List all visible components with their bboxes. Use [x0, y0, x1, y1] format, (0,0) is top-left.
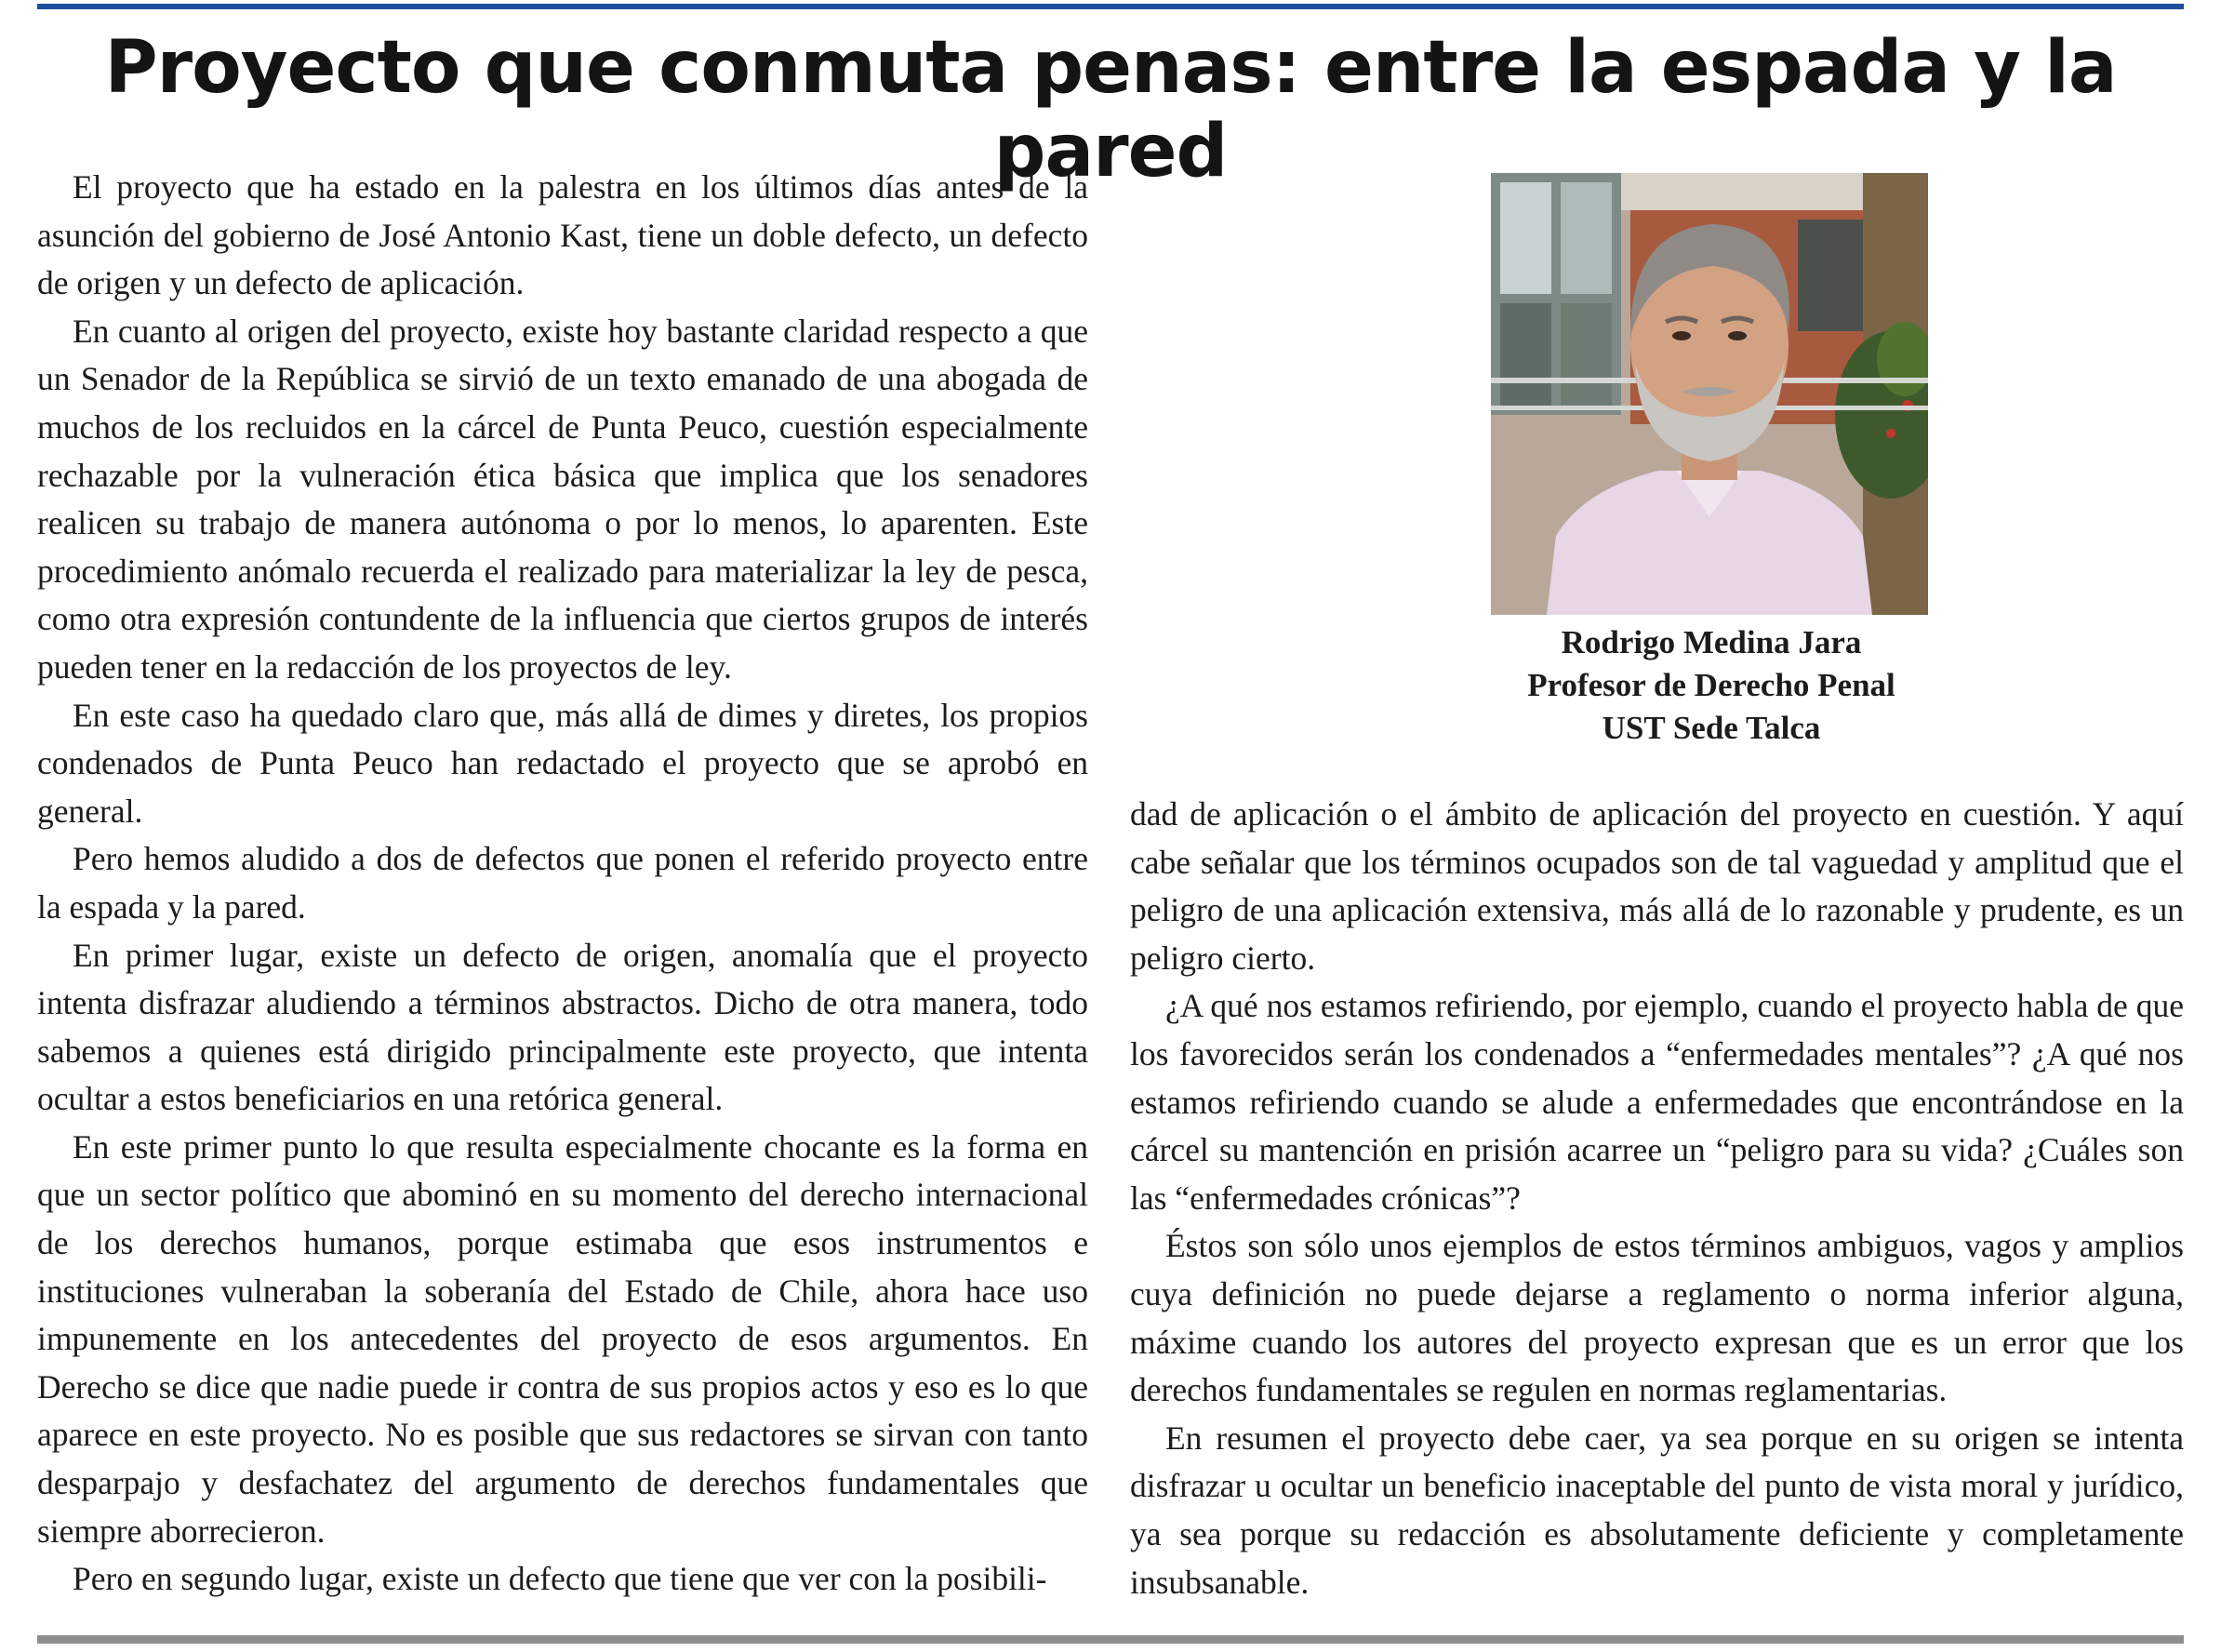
left-column	[37, 164, 1088, 1604]
author-name: Rodrigo Medina Jara	[1561, 624, 1862, 660]
body-paragraph: En primer lugar, existe un defecto de origen, anomalía que el proyecto intenta disfrazar aludiendo a términos abstractos. Dicho de otra manera, todo sabemos a quienes está dirigido principalmente este proyecto, que intenta ocultar a estos beneficiarios en una retórica general.	[37, 936, 1088, 1118]
body-paragraph: En resumen el proyecto debe caer, ya sea porque en su origen se intenta disfrazar u ocultar un beneficio inaceptable del punto de vista moral y jurídico, ya sea porque su redacción es absolutamente deficiente y completamente insubsanable.	[1130, 1419, 2184, 1601]
body-paragraph: En este primer punto lo que resulta especialmente chocante es la forma en que un sector político que abominó en su momento del derecho internacional de los derechos humanos, porque estimaba que esos instrumentos e instituciones vulneraban la soberanía del Estado de Chile, ahora hace uso impunemente en los antecedentes del proyecto de esos argumentos. En Derecho se dice que nadie puede ir contra de sus propios actos y eso es lo que aparece en este proyecto. No es posible que sus redactores se sirvan con tanto desparpajo y desfachatez del argumento de derechos fundamentales que siempre aborrecieron.	[37, 1127, 1088, 1550]
bottom-rule	[37, 1635, 2184, 1644]
body-paragraph: En cuanto al origen del proyecto, existe hoy bastante claridad respecto a que un Senador de la República se sirvió de un texto emanado de una abogada de muchos de los recluidos en la cárcel de Punta Peuco, cuestión especialmente rechazable por la vulneración ética básica que implica que los senadores realicen su trabajo de manera autónoma o por lo menos, lo aparenten. Este procedimiento anómalo recuerda el realizado para materializar la ley de pesca, como otra expresión contundente de la influencia que ciertos grupos de interés pueden tener en la redacción de los proyectos de ley.	[37, 312, 1088, 686]
body-paragraph: Pero en segundo lugar, existe un defecto que tiene que ver con la posibili-	[73, 1560, 1047, 1598]
headline: Proyecto que conmuta penas: entre la espada y la pared	[104, 26, 2117, 193]
body-paragraph: El proyecto que ha estado en la palestra en los últimos días antes de la asunción del gobierno de José Antonio Kast, tiene un doble defecto, un defecto de origen y un defecto de aplicación.	[37, 168, 1088, 302]
body-paragraph: ¿A qué nos estamos refiriendo, por ejemplo, cuando el proyecto habla de que los favorecidos serán los condenados a “enfermedades mentales”? ¿A qué nos estamos refiriendo cuando se alude a enfermedades que encontrándose en la cárcel su mantención en prisión acarree un “peligro para su vida? ¿Cuáles son las “enfermedades crónicas”?	[1130, 987, 2184, 1217]
body-paragraph: Éstos son sólo unos ejemplos de estos términos ambiguos, vagos y amplios cuya definición no puede dejarse a reglamento o norma inferior alguna, máxime cuando los autores del proyecto expresan que es un error que los derechos fundamentales se regulen en normas reglamentarias.	[1130, 1227, 2184, 1409]
body-paragraph-continued: dad de aplicación o el ámbito de aplicación del proyecto en cuestión. Y aquí cabe señalar que los términos ocupados son de tal vaguedad y amplitud que el peligro de una aplicación extensiva, más allá de lo razonable y prudente, es un peligro cierto.	[1130, 795, 2184, 977]
author-portrait-image	[1491, 173, 1928, 615]
author-institution: UST Sede Talca	[1602, 710, 1821, 746]
body-paragraph: Pero hemos aludido a dos de defectos que ponen el referido proyecto entre la espada y la pared.	[37, 840, 1088, 926]
author-caption	[1339, 621, 2083, 750]
body-paragraph: En este caso ha quedado claro que, más allá de dimes y diretes, los propios condenados de Punta Peuco han redactado el proyecto que se aprobó en general.	[37, 696, 1088, 830]
author-photo	[1491, 173, 1928, 615]
author-title: Profesor de Derecho Penal	[1527, 667, 1895, 703]
top-rule	[37, 4, 2184, 9]
right-column	[1130, 791, 2184, 1606]
